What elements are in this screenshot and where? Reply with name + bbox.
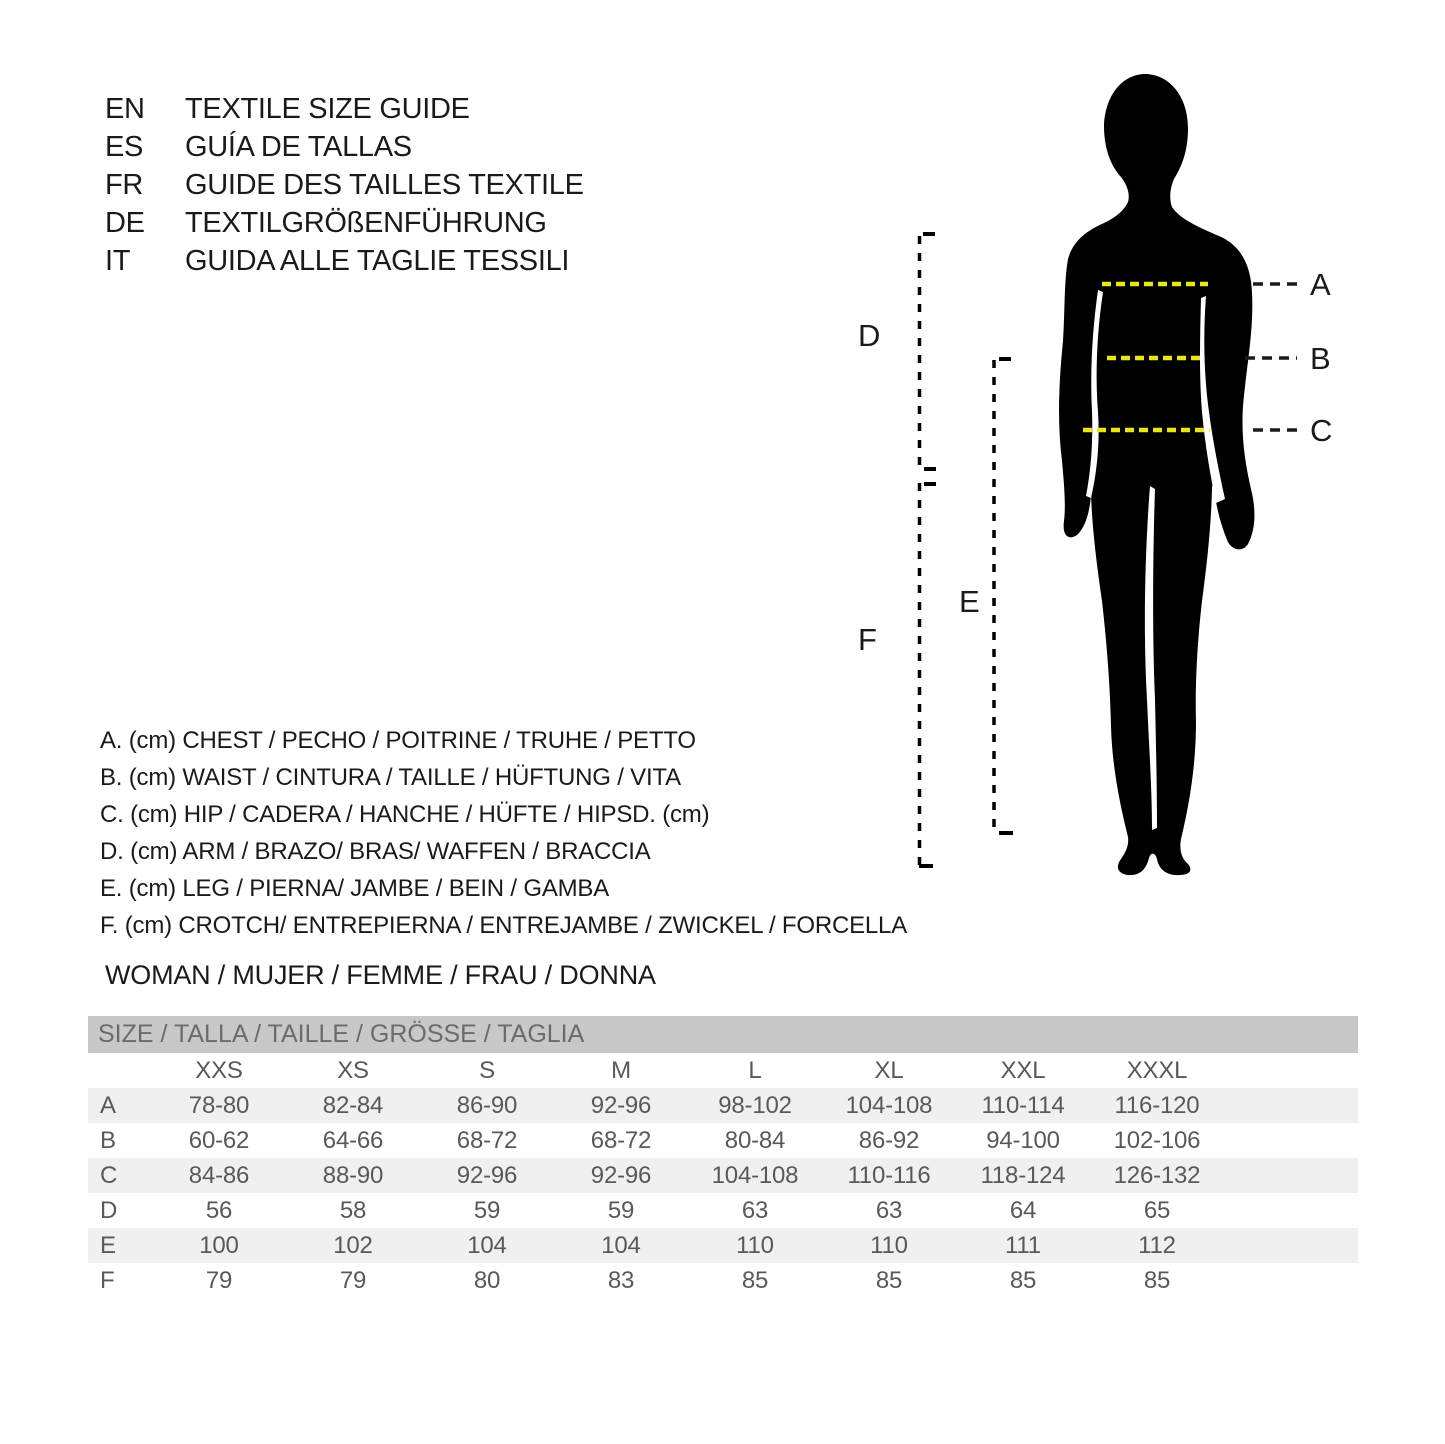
label-arm: D (858, 318, 881, 353)
language-title: GUIDA ALLE TAGLIE TESSILI (185, 245, 570, 277)
row-label: C (100, 1161, 118, 1189)
column-header: L (748, 1056, 762, 1084)
section-heading: WOMAN / MUJER / FEMME / FRAU / DONNA (105, 960, 656, 990)
table-cell: 79 (339, 1266, 367, 1294)
table-cell: 83 (607, 1266, 635, 1294)
table-column-header-row (88, 1053, 1358, 1088)
legend-item: F. (cm) CROTCH/ ENTREPIERNA / ENTREJAMBE / ZWICKEL / FORCELLA (100, 912, 907, 939)
column-header: M (611, 1056, 631, 1084)
row-label: D (100, 1196, 118, 1224)
table-cell: 65 (1143, 1196, 1171, 1224)
table-cell: 110-114 (981, 1091, 1065, 1119)
table-cell: 112 (1138, 1231, 1176, 1259)
measure-legend (100, 722, 907, 944)
table-cell: 85 (741, 1266, 769, 1294)
legend-item: D. (cm) ARM / BRAZO/ BRAS/ WAFFEN / BRACCIA (100, 838, 651, 865)
table-cell: 63 (875, 1196, 903, 1224)
table-cell: 104 (467, 1231, 507, 1259)
table-cell: 98-102 (718, 1091, 792, 1119)
language-title: TEXTILGRÖßENFÜHRUNG (185, 207, 547, 239)
language-title-block (105, 90, 584, 280)
table-cell: 85 (875, 1266, 903, 1294)
table-cell: 79 (205, 1266, 233, 1294)
label-waist: B (1310, 341, 1331, 376)
table-row (88, 1193, 1358, 1228)
table-row (88, 1088, 1358, 1123)
language-code: DE (105, 207, 145, 239)
table-cell: 85 (1143, 1266, 1171, 1294)
table-cell: 78-80 (188, 1091, 250, 1119)
language-row (105, 166, 584, 204)
table-cell: 58 (339, 1196, 367, 1224)
language-row (105, 90, 584, 128)
table-cell: 86-90 (456, 1091, 518, 1119)
column-header: XL (874, 1056, 904, 1084)
table-cell: 92-96 (590, 1091, 652, 1119)
size-table (88, 1016, 1358, 1298)
table-cell: 118-124 (980, 1161, 1066, 1189)
table-header-label: SIZE / TALLA / TAILLE / GRÖSSE / TAGLIA (98, 1020, 585, 1048)
column-header: XXS (195, 1056, 243, 1084)
table-row (88, 1123, 1358, 1158)
table-cell: 110-116 (847, 1161, 931, 1189)
column-header: XS (337, 1056, 369, 1084)
language-code: FR (105, 169, 144, 201)
table-cell: 92-96 (456, 1161, 518, 1189)
legend-item: E. (cm) LEG / PIERNA/ JAMBE / BEIN / GAMBA (100, 875, 610, 902)
table-cell: 100 (199, 1231, 239, 1259)
column-header: S (479, 1056, 495, 1084)
table-cell: 68-72 (590, 1126, 652, 1154)
table-cell: 80-84 (724, 1126, 786, 1154)
table-cell: 92-96 (590, 1161, 652, 1189)
table-cell: 116-120 (1114, 1091, 1200, 1119)
table-cell: 102-106 (1113, 1126, 1201, 1154)
table-cell: 64 (1009, 1196, 1037, 1224)
label-chest: A (1310, 267, 1331, 302)
table-row (88, 1228, 1358, 1263)
table-cell: 126-132 (1113, 1161, 1201, 1189)
woman-silhouette-icon (1059, 74, 1254, 875)
table-cell: 104-108 (711, 1161, 799, 1189)
label-hip: C (1310, 413, 1333, 448)
table-cell: 111 (1005, 1231, 1041, 1259)
legend-item: A. (cm) CHEST / PECHO / POITRINE / TRUHE / PETTO (100, 727, 696, 754)
table-cell: 94-100 (986, 1126, 1060, 1154)
row-label: E (100, 1231, 116, 1259)
measurement-figure (850, 60, 1345, 890)
measure-end-ticks (919, 234, 1013, 866)
table-cell: 68-72 (456, 1126, 518, 1154)
table-cell: 64-66 (322, 1126, 384, 1154)
table-cell: 85 (1009, 1266, 1037, 1294)
table-cell: 110 (736, 1231, 774, 1259)
row-label: F (100, 1266, 115, 1294)
language-title: TEXTILE SIZE GUIDE (185, 93, 470, 125)
language-title: GUÍA DE TALLAS (185, 131, 412, 163)
table-cell: 59 (607, 1196, 635, 1224)
table-cell: 56 (205, 1196, 233, 1224)
row-label: B (100, 1126, 116, 1154)
label-leg: E (959, 584, 980, 619)
table-cell: 59 (473, 1196, 501, 1224)
language-code: ES (105, 131, 144, 163)
table-cell: 60-62 (188, 1126, 250, 1154)
column-header: XXL (1000, 1056, 1046, 1084)
table-cell: 86-92 (858, 1126, 920, 1154)
language-title: GUIDE DES TAILLES TEXTILE (185, 169, 584, 201)
language-row (105, 242, 584, 280)
table-row (88, 1158, 1358, 1193)
table-cell: 63 (741, 1196, 769, 1224)
language-code: EN (105, 93, 145, 125)
table-cell: 110 (870, 1231, 908, 1259)
legend-item: C. (cm) HIP / CADERA / HANCHE / HÜFTE / HIPSD. (cm) (100, 801, 710, 828)
column-header: XXXL (1126, 1056, 1188, 1084)
table-row (88, 1263, 1358, 1298)
table-cell: 104 (601, 1231, 641, 1259)
table-cell: 84-86 (188, 1161, 250, 1189)
language-code: IT (105, 245, 131, 277)
language-row (105, 204, 584, 242)
row-label: A (100, 1091, 116, 1119)
legend-item: B. (cm) WAIST / CINTURA / TAILLE / HÜFTUNG / VITA (100, 764, 681, 791)
language-row (105, 128, 584, 166)
table-cell: 80 (473, 1266, 501, 1294)
table-cell: 88-90 (322, 1161, 384, 1189)
label-crotch: F (858, 622, 877, 657)
table-header-bar (88, 1016, 1358, 1053)
table-cell: 82-84 (322, 1091, 384, 1119)
table-cell: 104-108 (845, 1091, 933, 1119)
table-cell: 102 (333, 1231, 373, 1259)
